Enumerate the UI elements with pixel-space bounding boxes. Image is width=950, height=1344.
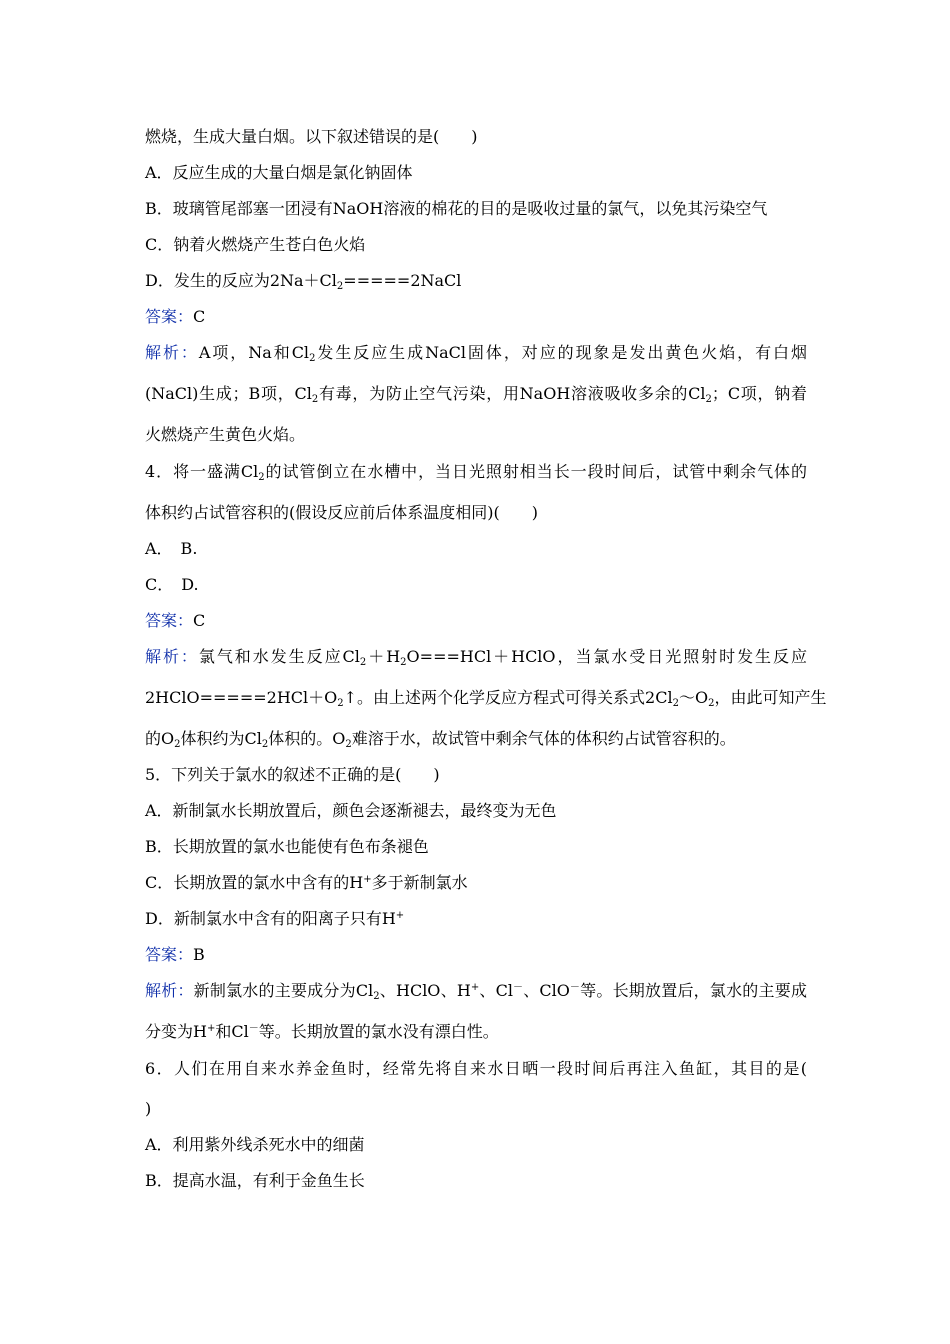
q3-option-a: A．反应生成的大量白烟是氯化钠固体	[145, 163, 413, 182]
q5-stem: 5．下列关于氯水的叙述不正确的是( )	[145, 765, 440, 784]
q4-analysis-line-2: $2HClO=====2HCl+O_2↑$。由上述两个化学反应方程式可得关系式$2Cl_2\sim O_2$，由此可知产生	[145, 688, 827, 709]
q3-analysis-line-3: 火燃烧产生黄色火焰。	[145, 425, 306, 444]
q5-option-b: B．长期放置的氯水也能使有色布条褪色	[145, 837, 429, 856]
q5-option-d: D．新制氯水中含有的阳离子只有H+	[145, 909, 405, 928]
q3-option-b: B．玻璃管尾部塞一团浸有NaOH溶液的棉花的目的是吸收过量的氯气，以免其污染空气	[145, 199, 768, 218]
q6-stem-line-2: )	[145, 1099, 152, 1118]
q3-answer: 答案：C	[145, 307, 206, 326]
q5-option-c: C．长期放置的氯水中含有的H+多于新制氯水	[145, 873, 468, 892]
q3-analysis-line-2: (NaCl)生成；B项，$Cl_2$有毒，为防止空气污染，用NaOH溶液吸收多余的$Cl_2$；C项，钠着	[145, 384, 807, 405]
q3-stem: 燃烧，生成大量白烟。以下叙述错误的是( )	[145, 127, 478, 146]
q6-stem-line-1: 6．人们在用自来水养金鱼时，经常先将自来水日晒一段时间后再注入鱼缸，其目的是(	[145, 1059, 807, 1078]
q6-option-b: B．提高水温，有利于金鱼生长	[145, 1171, 365, 1190]
q4-stem-line-1: 4．将一盛满$Cl_2$的试管倒立在水槽中，当日光照射相当长一段时间后，试管中剩余气体的	[145, 462, 807, 483]
q3-option-d: D．发生的反应为$2Na+Cl_2=====2NaCl$	[145, 271, 462, 292]
q5-analysis-line-1: 解析：新制氯水的主要成分为$Cl_2$、HClO、H+、Cl－、ClO－等。长期放置后，氯水的主要成	[145, 981, 807, 1002]
q5-option-a: A．新制氯水长期放置后，颜色会逐渐褪去，最终变为无色	[145, 801, 557, 820]
answer-label: 答案：	[145, 611, 194, 630]
analysis-label: 解析：	[145, 647, 199, 666]
q4-answer: 答案：C	[145, 611, 206, 630]
q5-answer: 答案：B	[145, 945, 205, 964]
q6-option-a: A．利用紫外线杀死水中的细菌	[145, 1135, 365, 1154]
q4-options-cd: C． D.	[145, 575, 199, 594]
answer-label: 答案：	[145, 945, 194, 964]
q4-analysis-line-3: 的$O_2$体积约为$Cl_2$体积的。$O_2$难溶于水，故试管中剩余气体的体积约占试管容积的。	[145, 729, 736, 750]
answer-label: 答案：	[145, 307, 194, 326]
analysis-label: 解析：	[145, 343, 199, 362]
analysis-label: 解析：	[145, 981, 194, 1000]
q3-analysis-line-1: 解析：A项，Na和$Cl_2$发生反应生成NaCl固体，对应的现象是发出黄色火焰，有白烟	[145, 343, 807, 364]
q5-analysis-line-2: 分变为H+和Cl－等。长期放置的氯水没有漂白性。	[145, 1022, 499, 1041]
q4-options-ab: A． B.	[145, 539, 198, 558]
q4-stem-line-2: 体积约占试管容积的(假设反应前后体系温度相同)( )	[145, 503, 538, 522]
q3-option-c: C．钠着火燃烧产生苍白色火焰	[145, 235, 366, 254]
q4-analysis-line-1: 解析：氯气和水发生反应$Cl_2+H_2O===HCl+HClO$，当氯水受日光照射时发生反应	[145, 647, 807, 668]
